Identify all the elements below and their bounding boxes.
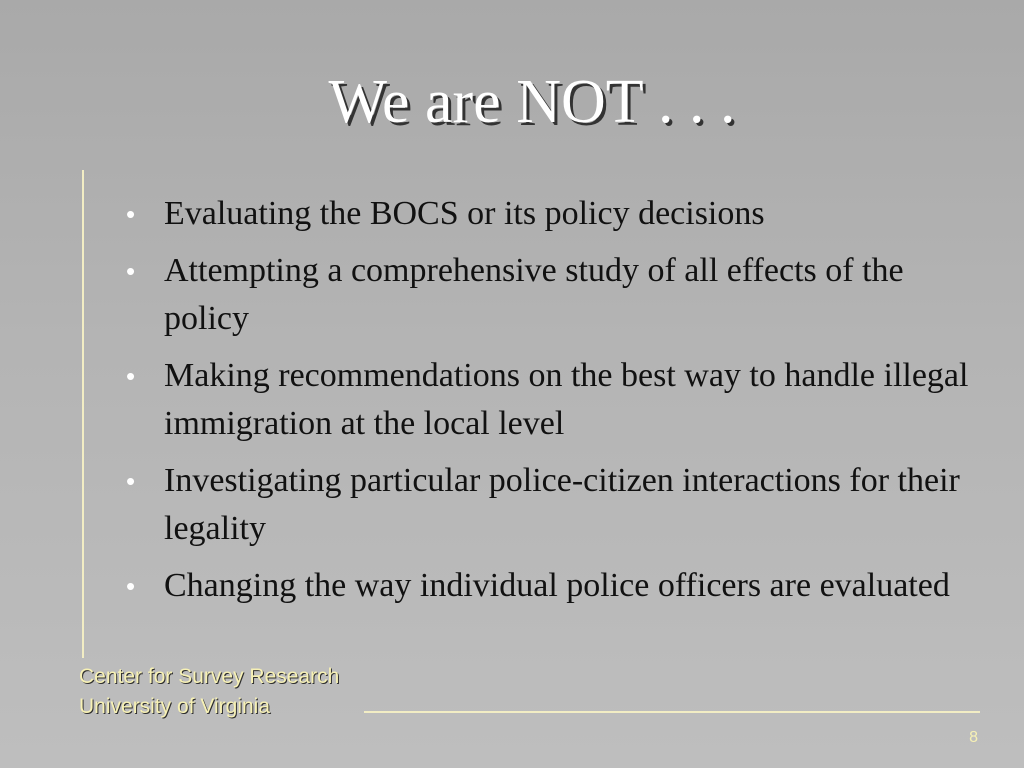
footer-organization [79,662,339,722]
slide-title: We are NOT . . . [328,68,736,136]
bullet-list [126,190,986,619]
bullet-text: Making recommendations on the best way to handle illegal immigration at the local level [164,357,969,442]
bullet-item [126,457,986,553]
bullet-dot-icon: • [126,466,136,496]
bullet-item [126,190,986,238]
bullet-item [126,247,986,343]
slide-number: 8 [969,729,978,746]
bullet-text: Attempting a comprehensive study of all effects of the policy [164,252,904,337]
footer-divider-line [364,711,980,713]
bullet-text: Evaluating the BOCS or its policy decisions [164,195,765,232]
footer-org-line-2: University of Virginia [79,695,271,718]
footer-org-line-1: Center for Survey Research [79,665,340,688]
bullet-item [126,352,986,448]
bullet-dot-icon: • [126,256,136,286]
bullet-dot-icon: • [126,571,136,601]
left-divider-line [82,170,84,658]
bullet-text: Changing the way individual police officers are evaluated [164,567,950,604]
bullet-text: Investigating particular police-citizen interactions for their legality [164,462,960,547]
bullet-item [126,562,986,610]
bullet-dot-icon: • [126,199,136,229]
bullet-dot-icon: • [126,361,136,391]
